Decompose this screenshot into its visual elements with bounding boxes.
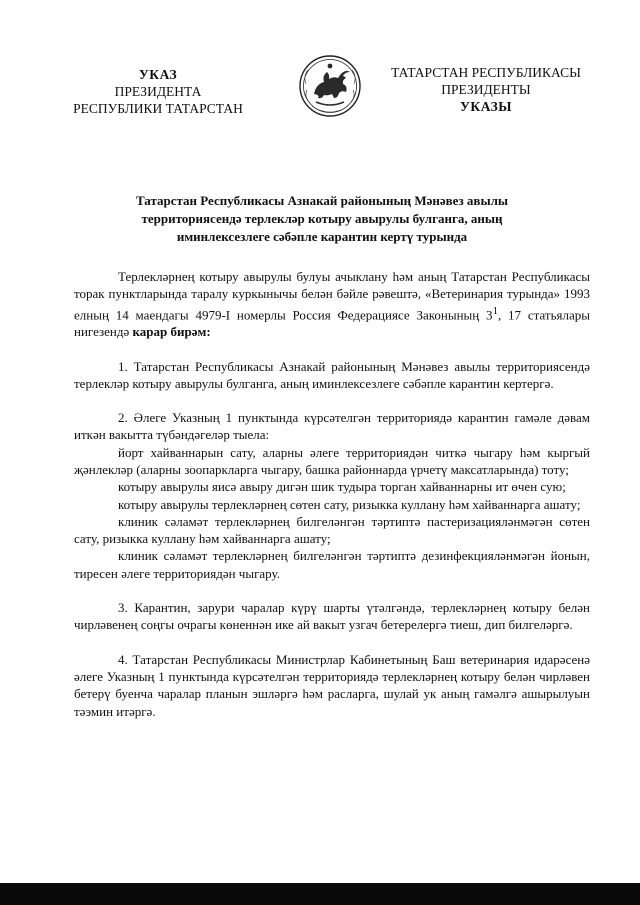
header-right bbox=[368, 64, 604, 115]
document-body bbox=[74, 268, 590, 720]
scan-edge-bar bbox=[0, 883, 640, 905]
header-left-line2: ПРЕЗИДЕНТА bbox=[114, 84, 202, 99]
title-line3: иминлексезлеге сәбәпле карантин кертү турында bbox=[176, 229, 468, 244]
title-line2: территориясендә терлекләр котыру авырулы булганга, аның bbox=[141, 211, 503, 226]
item-2: 2. Әлеге Указның 1 пунктында күрсәтелгән территориядә карантин гамәле дәвам иткән вакытта түбәндәгеләр тыела: bbox=[74, 410, 590, 443]
item-2-prohibition-4: клиник сәламәт терлекләрнең билгеләнгән тәртиптә пастеризацияләнмәгән сөтен сату, ризыкка куллану һәм хайваннарга ашату; bbox=[74, 513, 590, 547]
title-line1: Татарстан Республикасы Азнакай районының Мәнәвез авылы bbox=[135, 193, 509, 208]
document-title bbox=[90, 192, 554, 246]
item-2-prohibition-3: котыру авырулы терлекләрнең сөтен сату, ризыкка куллану һәм хайваннарга ашату; bbox=[118, 496, 581, 512]
preamble-decision: карар бирәм: bbox=[132, 324, 211, 340]
item-2-prohibition-1: йорт хайваннарын сату, аларны әлеге территориядән читкә чыгару һәм кыргый җәнлекләр (аларны зоопаркларга чыгару, башка районнарда үрчетү максатларында) тоту; bbox=[74, 444, 590, 477]
header-right-line3: УКАЗЫ bbox=[460, 99, 512, 114]
preamble-superscript: 1 bbox=[492, 304, 498, 317]
header-right-line1: ТАТАРСТАН РЕСПУБЛИКАСЫ bbox=[391, 65, 581, 80]
item-4: 4. Татарстан Республикасы Министрлар Кабинетының Баш ветеринария идарәсенә әлеге Указның 1 пунктында күрсәтелгән территориядә терлекләрнең котыру белән чирләвен бетерү буенча чаралар планын эшләргә һәм расларга, шулай ук аның гамәлгә ашырылуын тәэмин итәргә. bbox=[74, 651, 590, 719]
item-3: 3. Карантин, зарури чаралар күрү шарты үтәлгәндә, терлекләрнең котыру белән чирләвенең соңгы очрагы көненнән ике ай вакыт узгач бетерелергә тиеш, дип билгеләргә. bbox=[74, 600, 590, 633]
preamble-text: Терлекләрнең котыру авырулы булуы ачыклану һәм аның Татарстан Республикасы торак пунктларында таралу куркынычы белән бәйле рәвештә, «Ветеринария турында» 1993 елның 14 маендагы 4979-I номерлы Россия Федерациясе Законының 3 bbox=[74, 269, 590, 322]
header-left bbox=[28, 66, 288, 117]
item-2-prohibition-5: клиник сәламәт терлекләрнең билгеләнгән тәртиптә дезинфекцияләнмәгән йонын, тиресен әлеге территориядән чыгару. bbox=[74, 548, 590, 581]
header-left-line1: УКАЗ bbox=[138, 67, 178, 82]
header-right-line2: ПРЕЗИДЕНТЫ bbox=[441, 82, 531, 97]
item-1: 1. Татарстан Республикасы Азнакай районының Мәнәвез авылы территориясендә терлекләр котыру авырулы булганга, аның иминлексезлеге сәбәпле карантин кертергә. bbox=[74, 358, 590, 391]
preamble bbox=[74, 268, 590, 341]
tatarstan-coat-of-arms-icon bbox=[298, 54, 362, 118]
item-2-prohibition-2: котыру авырулы яисә авыру дигән шик тудыра торган хайваннарны ит өчен сую; bbox=[118, 479, 566, 495]
preamble-text2: , 17 статьялары нигезендә bbox=[74, 306, 590, 340]
header-left-line3: РЕСПУБЛИКИ ТАТАРСТАН bbox=[73, 101, 243, 116]
